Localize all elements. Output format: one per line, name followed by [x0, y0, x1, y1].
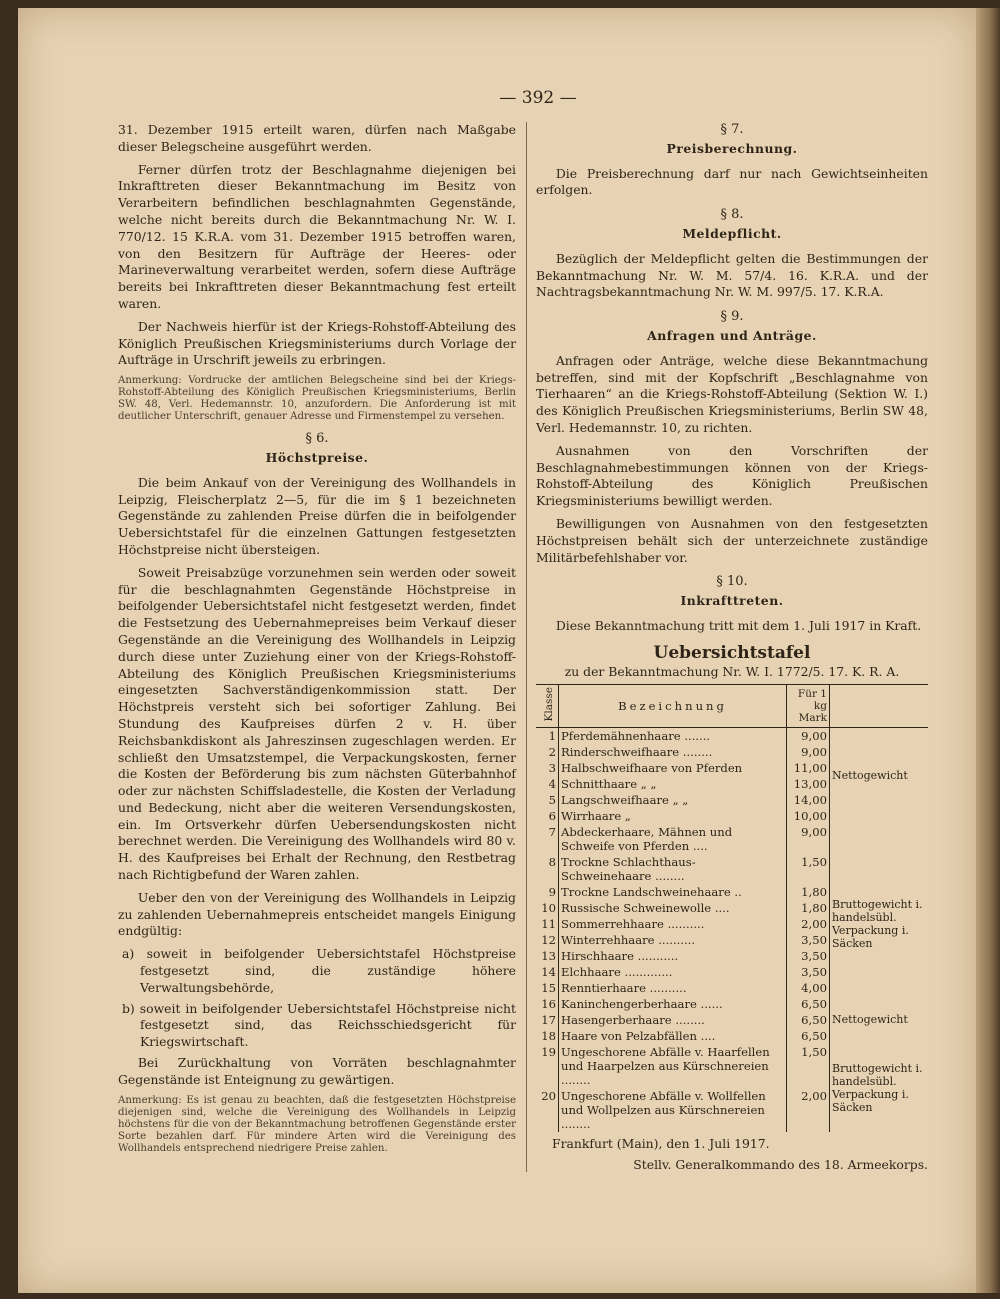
row-remark: Bruttogewicht i. handelsübl. Verpackung i. Säcken — [832, 897, 923, 950]
paragraph: Soweit Preisabzüge vorzunehmen sein werden oder soweit für die beschlagnahmten Gegenstände Höchstpreise in beifolgender Uebersichtstafel nicht festgesetzt werden, findet die Festsetzung des Uebernahmepreises beim Verkauf dieser Gegenstände an die Vereinigung des Wollhandels in Leipzig durch diese unter Zuziehung einer von der Kriegs-Rohstoff-Abteilung des Königlich Preußischen Kriegsministeriums eingesetzten Sachverständigenkommission statt. Der Höchstpreis versteht sich bei sofortiger Zahlung. Bei Stundung des Kaufpreises dürfen 2 v. H. über Reichsbankdiskont als Jahreszinsen zugeschlagen werden. Er schließt den Umsatzstempel, die Verpackungskosten, ferner die Kosten der Beförderung bis zum nächsten Güterbahnhof oder zur nächsten Schiffsladestelle, die Kosten der Verladung und Bedeckung, nicht aber die weiteren Versendungskosten, ein. Im Ortsverkehr dürfen Uebersendungskosten nicht berechnet werden. Die Vereinigung des Wollhandels wird 80 v. H. des Kaufpreises bei Erhalt der Rechnung, den Restbetrag nach Richtigbefund der Waren zahlen. — [118, 564, 516, 883]
row-price: 1,50 — [787, 1044, 830, 1088]
page-edge — [976, 8, 1000, 1293]
row-price: 2,00 — [787, 916, 830, 932]
row-price: 11,00 — [787, 760, 830, 776]
row-bezeichnung: Haare von Pelzabfällen .... — [559, 1028, 787, 1044]
row-klasse: 8 — [536, 854, 559, 884]
row-bezeichnung: Trockne Landschweinehaare .. — [559, 884, 787, 900]
row-price: 13,00 — [787, 776, 830, 792]
row-price: 9,00 — [787, 824, 830, 854]
section-number: § 7. — [720, 122, 744, 137]
row-price: 6,50 — [787, 1012, 830, 1028]
row-klasse: 9 — [536, 884, 559, 900]
row-price: 14,00 — [787, 792, 830, 808]
column-header-preis: Für 1 kg Mark — [787, 685, 830, 727]
row-bezeichnung: Wirrhaare „ — [559, 808, 787, 824]
row-klasse: 14 — [536, 964, 559, 980]
section-number: § 9. — [720, 309, 744, 325]
paragraph: Ueber den von der Vereinigung des Wollhandels in Leipzig zu zahlenden Uebernahmepreis entscheidet mangels Einigung endgültig: — [118, 889, 516, 939]
row-price: 4,00 — [787, 980, 830, 996]
row-bezeichnung: Halbschweifhaare von Pferden — [559, 760, 787, 776]
paragraph: Der Nachweis hierfür ist der Kriegs-Rohstoff-Abteilung des Königlich Preußischen Kriegsministeriums durch Vorlage der Aufträge in Urschrift jeweils zu erbringen. — [118, 318, 516, 368]
row-bezeichnung: Rinderschweifhaare ........ — [559, 744, 787, 760]
right-column — [536, 122, 928, 1173]
row-klasse: 2 — [536, 744, 559, 760]
table-title: Uebersichtstafel — [653, 642, 811, 663]
table-row — [536, 964, 928, 980]
list-item: b) soweit in beifolgender Uebersichtstafel Höchstpreise nicht festgesetzt sind, das Reichsschiedsgericht für Kriegswirtschaft. — [122, 1000, 516, 1050]
section-title: Inkrafttreten. — [680, 593, 784, 609]
column-divider — [526, 122, 527, 1172]
row-price: 3,50 — [787, 948, 830, 964]
row-bezeichnung: Hirschhaare ........... — [559, 948, 787, 964]
row-klasse: 12 — [536, 932, 559, 948]
list-item: a) soweit in beifolgender Uebersichtstafel Höchstpreise festgesetzt sind, die zuständige höhere Verwaltungsbehörde, — [122, 946, 516, 995]
section-title: Anfragen und Anträge. — [647, 327, 817, 343]
row-bezeichnung: Ungeschorene Abfälle v. Haarfellen und Haarpelzen aus Kürschnereien ........ — [559, 1044, 787, 1088]
place-date: Frankfurt (Main), den 1. Juli 1917. — [552, 1135, 770, 1151]
row-price: 1,80 — [787, 900, 830, 916]
row-bezeichnung: Russische Schweinewolle .... — [559, 900, 787, 916]
row-klasse: 11 — [536, 916, 559, 932]
row-bezeichnung: Abdeckerhaare, Mähnen und Schweife von Pferden .... — [559, 824, 787, 854]
row-price: 2,00 — [787, 1088, 830, 1132]
column-header-bezeichnung: Bezeichnung — [559, 685, 787, 727]
table-row — [536, 1044, 928, 1088]
row-remark — [830, 824, 929, 884]
paragraph: Bei Zurückhaltung von Vorräten beschlagnahmter Gegenstände ist Enteignung zu gewärtigen. — [118, 1055, 516, 1087]
signature: Stellv. Generalkommando des 18. Armeekorps. — [633, 1156, 928, 1172]
row-bezeichnung: Langschweifhaare „ „ — [559, 792, 787, 808]
row-price: 9,00 — [787, 744, 830, 760]
table-row — [536, 824, 928, 854]
row-klasse: 1 — [536, 727, 559, 744]
footnote: Anmerkung: Es ist genau zu beachten, daß die festgesetzten Höchstpreise diejenigen sind, welche die Vereinigung des Wollhandels in Leipzig höchstens für die von der Bekanntmachung betroffenen Gegenstände erster Sorte bezahlen darf. Für mindere Arten wird die Vereinigung des Wollhandels entsprechend niedrigere Preise zahlen. — [118, 1094, 516, 1154]
section-number: § 8. — [720, 207, 744, 223]
row-bezeichnung: Ungeschorene Abfälle v. Wollfellen und Wollpelzen aus Kürschnereien ........ — [559, 1088, 787, 1132]
column-header-remark — [830, 685, 929, 727]
section-number: § 6. — [305, 431, 329, 447]
row-bezeichnung: Pferdemähnenhaare ....... — [559, 727, 787, 744]
row-price: 10,00 — [787, 808, 830, 824]
row-klasse: 15 — [536, 980, 559, 996]
row-remark: Bruttogewicht i. handelsübl. Verpackung i. Säcken — [832, 1061, 923, 1114]
paragraph: Ferner dürfen trotz der Beschlagnahme diejenigen bei Inkrafttreten dieser Bekanntmachung im Besitz von Verarbeitern befindlichen beschlagnahmten Gegenstände, welche nicht bereits durch die Bekanntmachung Nr. W. I. 770/12. 15 K.R.A. vom 31. Dezember 1915 betroffen waren, von den Besitzern für Aufträge der Heeres- oder Marineverwaltung verarbeitet werden, sofern diese Aufträge bereits bei Inkrafttreten dieser Bekanntmachung fest erteilt waren. — [118, 161, 516, 311]
row-klasse: 16 — [536, 996, 559, 1012]
row-bezeichnung: Kaninchengerberhaare ...... — [559, 996, 787, 1012]
table-row — [536, 996, 928, 1012]
row-price: 3,50 — [787, 932, 830, 948]
table-row — [536, 884, 928, 900]
row-bezeichnung: Hasengerberhaare ........ — [559, 1012, 787, 1028]
paragraph: Die beim Ankauf von der Vereinigung des Wollhandels in Leipzig, Fleischerplatz 2—5, für die im § 1 bezeichneten Gegenstände zu zahlenden Preise dürfen die in beifolgender Uebersichtstafel für die einzelnen Gattungen festgesetzten Höchstpreise nicht übersteigen. — [118, 474, 516, 557]
page-number: — 392 — — [499, 88, 577, 108]
row-klasse: 5 — [536, 792, 559, 808]
column-header-klasse: Klasse — [536, 685, 559, 727]
price-table — [536, 684, 928, 1131]
section-title: Höchstpreise. — [265, 449, 369, 465]
row-klasse: 4 — [536, 776, 559, 792]
row-klasse: 3 — [536, 760, 559, 776]
paragraph: Bewilligungen von Ausnahmen von den festgesetzten Höchstpreisen behält sich der unterzeichnete zuständige Militärbefehlshaber vor. — [536, 515, 928, 565]
row-price: 6,50 — [787, 1028, 830, 1044]
row-klasse: 10 — [536, 900, 559, 916]
section-title: Preisberechnung. — [666, 140, 798, 156]
row-bezeichnung: Trockne Schlachthaus-Schweinehaare ........ — [559, 854, 787, 884]
row-price: 3,50 — [787, 964, 830, 980]
row-bezeichnung: Winterrehhaare .......... — [559, 932, 787, 948]
row-price: 9,00 — [787, 727, 830, 744]
paragraph: Anfragen oder Anträge, welche diese Bekanntmachung betreffen, sind mit der Kopfschrift „Beschlagnahme von Tierhaaren“ an die Kriegs-Rohstoff-Abteilung (Sektion W. I.) des Königlich Preußischen Kriegsministeriums, Berlin SW 48, Verl. Hedemannstr. 10, zu richten. — [536, 352, 928, 435]
section-number: § 10. — [716, 574, 748, 590]
footnote: Anmerkung: Vordrucke der amtlichen Belegscheine sind bei der Kriegs-Rohstoff-Abteilung des Königlich Preußischen Kriegsministeriums, Berlin SW. 48, Verl. Hedemannstr. 10, anzufordern. Die Anforderung ist mit deutlicher Unterschrift, genauer Adresse und Firmenstempel zu versehen. — [118, 375, 516, 423]
row-price: 1,80 — [787, 884, 830, 900]
row-remark: Nettogewicht — [832, 769, 908, 783]
left-column — [118, 122, 516, 1163]
paragraph: Ausnahmen von den Vorschriften der Beschlagnahmebestimmungen können von der Kriegs-Rohstoff-Abteilung des Königlich Preußischen Kriegsministeriums bewilligt werden. — [536, 442, 928, 509]
row-klasse: 20 — [536, 1088, 559, 1132]
row-klasse: 18 — [536, 1028, 559, 1044]
row-bezeichnung: Renntierhaare .......... — [559, 980, 787, 996]
row-klasse: 13 — [536, 948, 559, 964]
table-row — [536, 727, 928, 744]
row-klasse: 7 — [536, 824, 559, 854]
table-subtitle: zu der Bekanntmachung Nr. W. I. 1772/5. 17. K. R. A. — [564, 663, 900, 679]
row-bezeichnung: Schnitthaare „ „ — [559, 776, 787, 792]
section-title: Meldepflicht. — [682, 225, 782, 241]
row-remark: Nettogewicht — [832, 1013, 908, 1027]
paragraph: 31. Dezember 1915 erteilt waren, dürfen nach Maßgabe dieser Belegscheine ausgeführt werden. — [118, 122, 516, 154]
row-klasse: 17 — [536, 1012, 559, 1028]
paragraph: Bezüglich der Meldepflicht gelten die Bestimmungen der Bekanntmachung Nr. W. M. 57/4. 16. K.R.A. und der Nachtragsbekanntmachung Nr. W. M. 997/5. 17. K.R.A. — [536, 250, 928, 300]
table-row — [536, 980, 928, 996]
row-klasse: 19 — [536, 1044, 559, 1088]
row-klasse: 6 — [536, 808, 559, 824]
row-bezeichnung: Sommerrehhaare .......... — [559, 916, 787, 932]
row-price: 1,50 — [787, 854, 830, 884]
table-header-row — [536, 685, 928, 727]
row-bezeichnung: Elchhaare ............. — [559, 964, 787, 980]
paragraph: Diese Bekanntmachung tritt mit dem 1. Juli 1917 in Kraft. — [555, 617, 922, 633]
paragraph: Die Preisberechnung darf nur nach Gewichtseinheiten erfolgen. — [536, 165, 928, 198]
row-price: 6,50 — [787, 996, 830, 1012]
